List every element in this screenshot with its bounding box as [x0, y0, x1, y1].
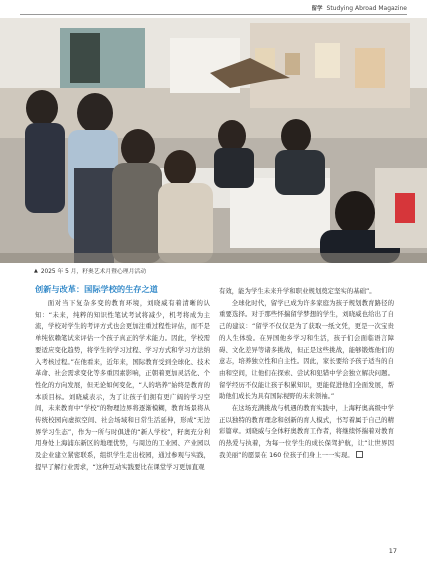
- right-paragraph-1: 有效，能为学生未来升学和职业规划奠定坚实的基础”。: [219, 287, 376, 295]
- classroom-photo: [0, 18, 427, 263]
- page-number: 17: [388, 547, 397, 555]
- caption-text: 2025 年 5 月，籽奥艺术月暨心理月活动: [40, 269, 146, 275]
- magazine-logo: 留学: [311, 6, 323, 12]
- right-paragraph-2: 全球化时代，留学已成为许多家庭为孩子规划教育路径的重要选择。对于那些怀揣留学梦想的学生，刘晓威也给出了自己的建议：“留学不仅仅是为了获取一纸文凭，更是一次宝贵的人生体验。在异国他乡学习和生活，孩子们会面临语言障碍、文化差异等诸多挑战，但正是这些挑战，能够锻炼他们的意志，培养独立性和自主性。因此，家长要给予孩子适当的自由和空间，让他们在探索、尝试和犯错中学会独立解决问题。留学经历不仅能让孩子积累知识，更能促进他们全面发展，帮助他们成长为具有国际视野的未来领袖。”: [219, 298, 394, 401]
- right-paragraph-3-text: 在这场充满挑战与机遇的教育实践中，上海籽奥高级中学正以独特的教育理念和创新的育人模式，书写着属于自己的精彩篇章。刘晓威与全体籽奥教育工作者，将继续怀揣着对教育的热爱与执着，为每一位学生的成长保驾护航，让“让世界因我美丽”的愿景在 160 位孩子们身上一一实现。: [219, 404, 394, 459]
- masthead: [310, 4, 408, 12]
- right-paragraph-3: [219, 403, 394, 462]
- section-heading: 创新与改革：国际学校的生存之道: [35, 284, 158, 294]
- end-mark-icon: [356, 451, 363, 458]
- masthead-rule: [20, 14, 407, 15]
- caption-triangle-icon: ▲: [34, 267, 38, 274]
- right-column: [219, 286, 394, 462]
- magazine-title: Studying Abroad Magazine: [326, 4, 407, 12]
- left-column: [35, 284, 210, 474]
- left-paragraph-1: 面对当下复杂多变的教育环境，刘晓威有着清晰的认知：“未来，纯粹的知识性笔试考试将减少，机考将成为主流，学校对学生的考评方式也会更加注重过程性评估，而不是单纯依赖笔试来评估一个孩子真正的学术能力。因此，学校需要适应变化趋势，将学生的学习过程、学习方式和学习方法纳入考核过程。”在他看来，近年来，国际教育受到全球化、技术革命、社会需求变化等多重因素影响，正朝着更加灵活化、个性化的方向发展，但无论如何变化，“人的培养”始终是教育的本质目标。刘晓威表示，为了让孩子们拥有更广阔的学习空间，未来教育中“学校”的物理边界将逐渐模糊，教育场景将从传统校园向虚拟空间、社会场域和日常生活延伸，形成“无边界学习生态”，作为一所与时俱进的“新人学校”，籽奥充分利用身处上海浦东新区的地理优势，与周边的工业园、产业园以及企业建立紧密联系，组织学生走出校园，通过参观与实践，提早了解行业需求，“这种互动实践要比在课堂学习更加直观: [35, 299, 210, 471]
- photo-caption: [34, 266, 146, 275]
